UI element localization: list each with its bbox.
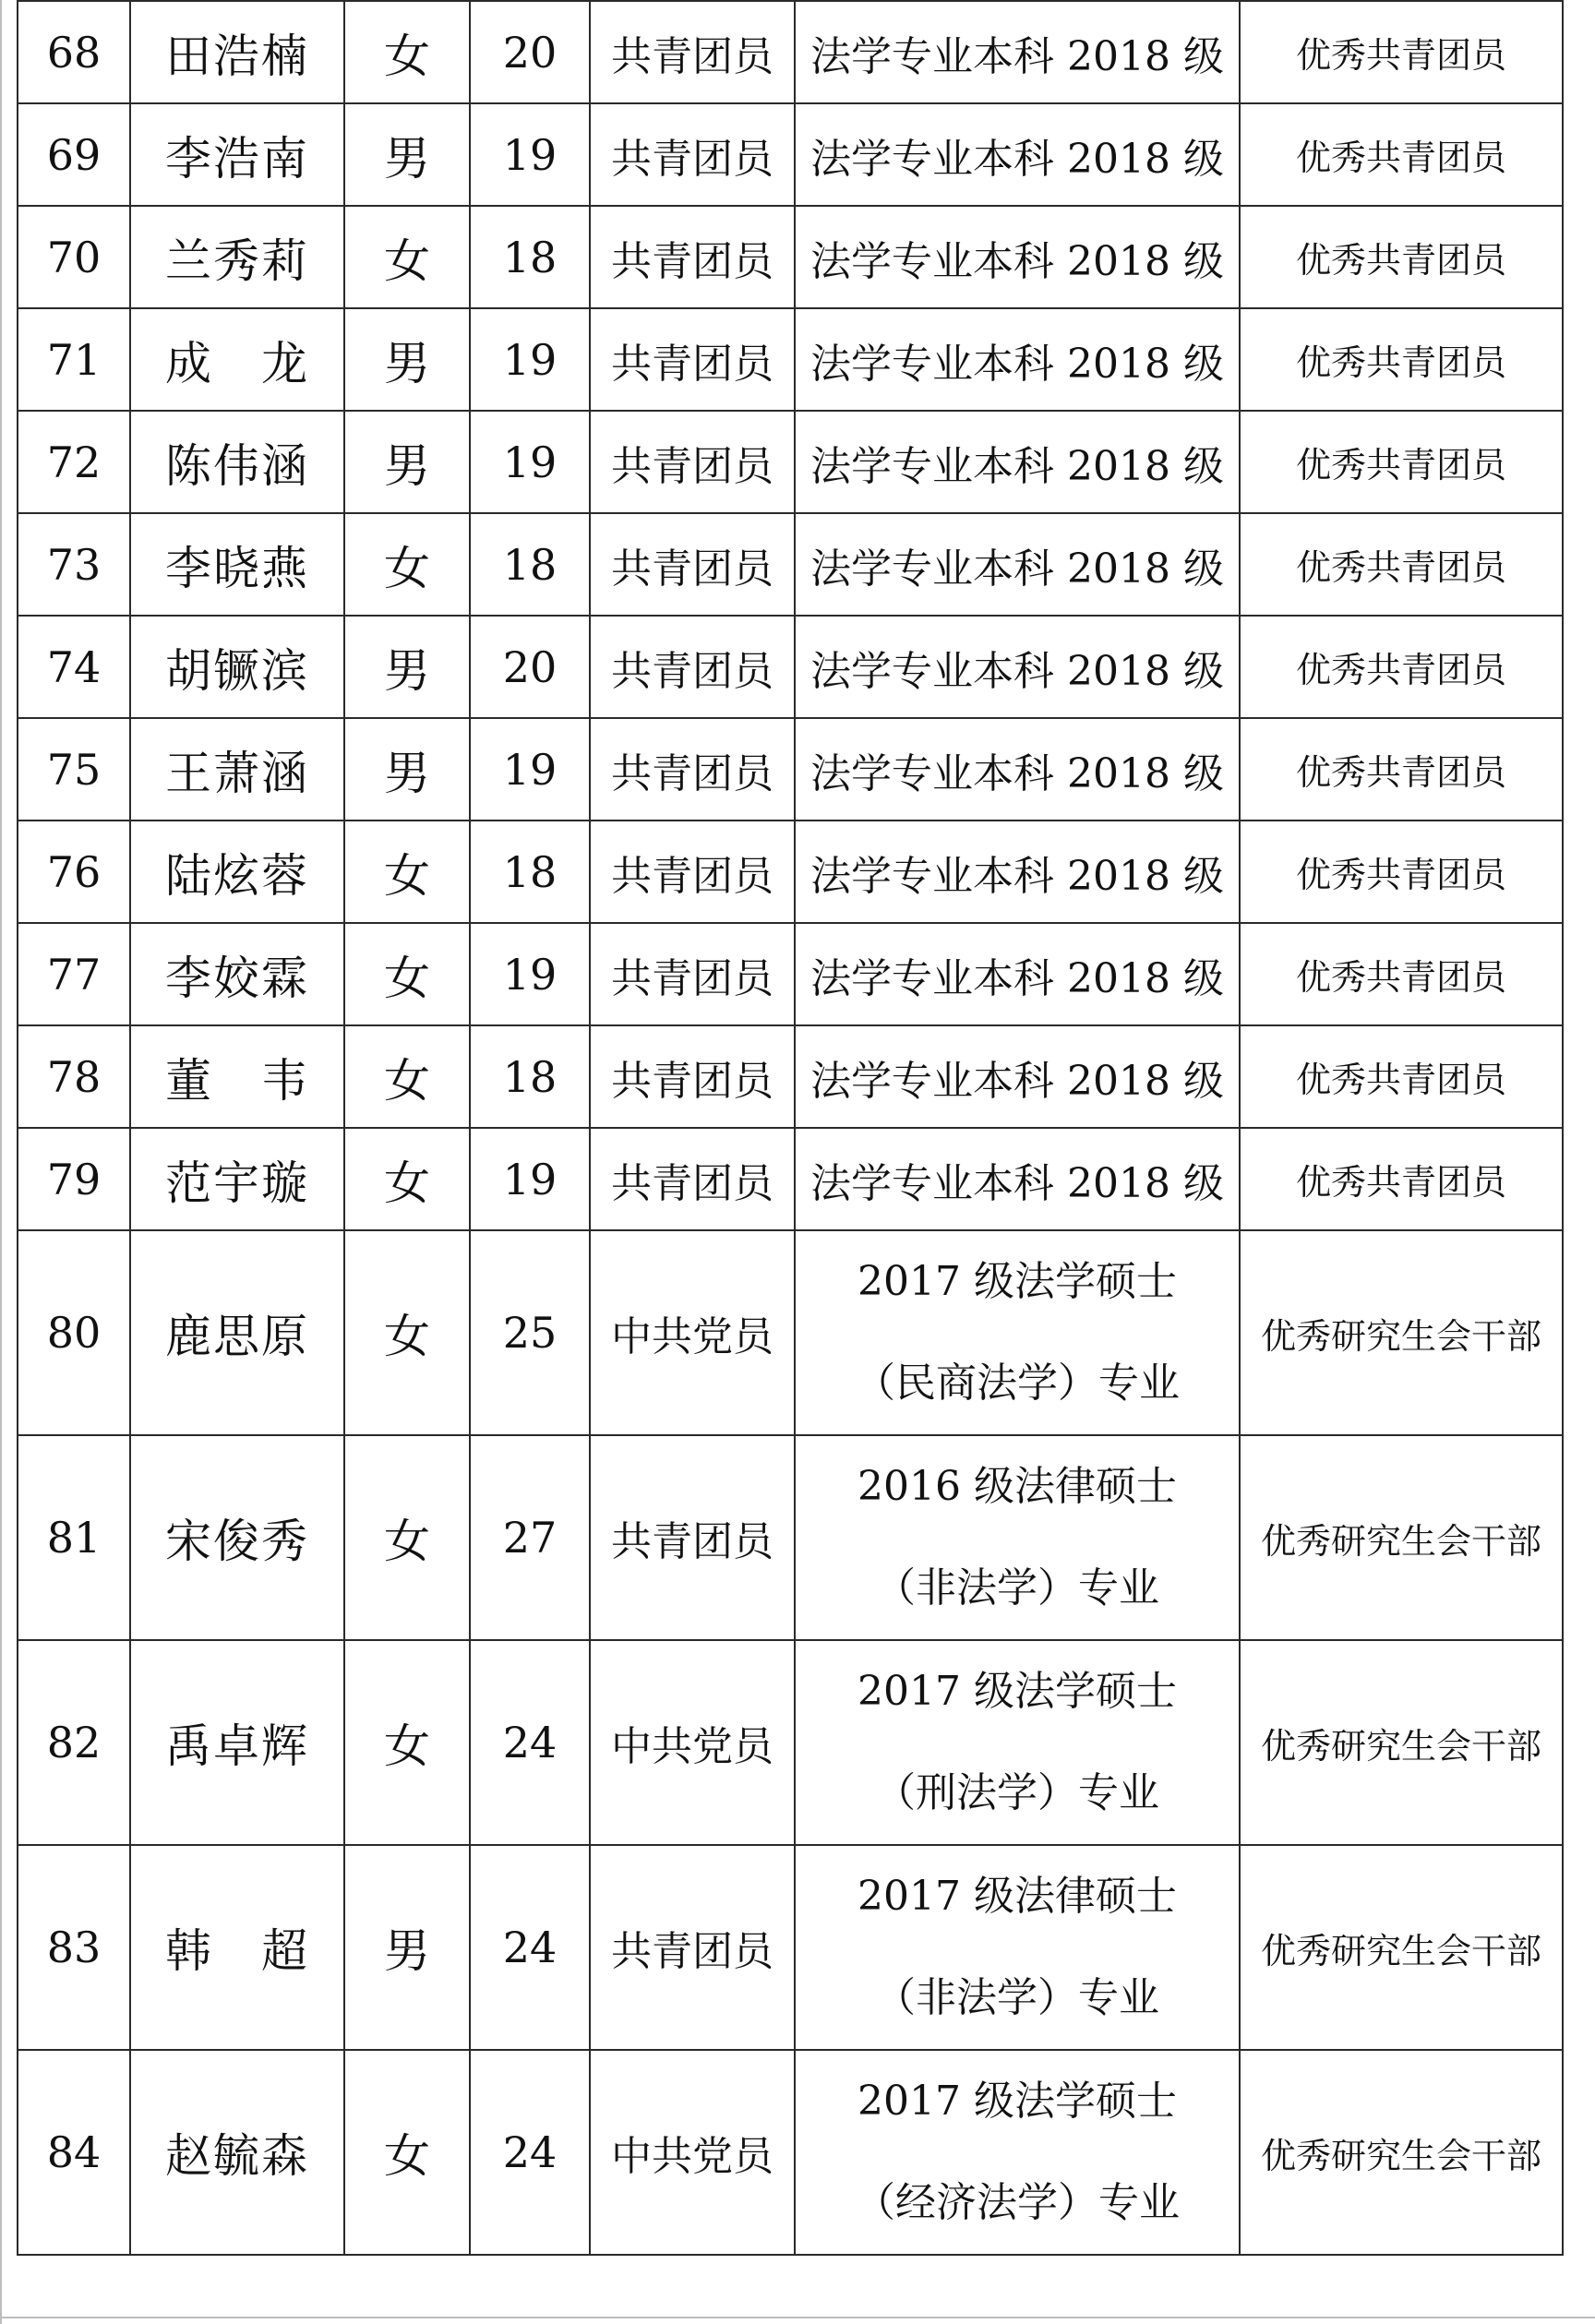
table-row: [18, 206, 1563, 308]
major-line-specialty: （非法学）专业: [875, 1564, 1159, 1611]
row-number: 84: [18, 2050, 130, 2255]
row-number: 76: [18, 821, 130, 923]
award-title: 优秀共青团员: [1240, 103, 1563, 206]
student-age: 20: [470, 616, 590, 718]
student-name: 李姣霖: [130, 923, 344, 1025]
award-title: 优秀共青团员: [1240, 513, 1563, 616]
row-number: 83: [18, 1845, 130, 2050]
student-sex: 女: [344, 2050, 470, 2255]
political-status: 共青团员: [590, 923, 795, 1025]
award-title: 优秀研究生会干部: [1240, 1640, 1563, 1845]
student-sex: 女: [344, 1230, 470, 1435]
student-age: 18: [470, 1025, 590, 1128]
student-sex: 男: [344, 616, 470, 718]
major-class: 法学专业本科 2018 级: [795, 1128, 1240, 1230]
row-number: 69: [18, 103, 130, 206]
student-name: 鹿思原: [130, 1230, 344, 1435]
row-number: 72: [18, 411, 130, 513]
award-title: 优秀共青团员: [1240, 616, 1563, 718]
student-sex: 女: [344, 923, 470, 1025]
student-age: 25: [470, 1230, 590, 1435]
student-sex: 男: [344, 103, 470, 206]
major-line-specialty: （经济法学）专业: [855, 2179, 1180, 2226]
table-row: [18, 2050, 1563, 2255]
student-sex: 女: [344, 1128, 470, 1230]
award-title: 优秀共青团员: [1240, 206, 1563, 308]
student-sex: 女: [344, 821, 470, 923]
student-age: 19: [470, 308, 590, 411]
major-line-degree: 2017 级法学硕士: [857, 1258, 1177, 1305]
student-age: 19: [470, 923, 590, 1025]
student-age: 20: [470, 1, 590, 103]
political-status: 共青团员: [590, 206, 795, 308]
major-class: 法学专业本科 2018 级: [795, 308, 1240, 411]
major-line-degree: 2017 级法律硕士: [857, 1873, 1177, 1920]
table-row: [18, 1640, 1563, 1845]
student-age: 24: [470, 2050, 590, 2255]
award-title: 优秀研究生会干部: [1240, 1230, 1563, 1435]
political-status: 共青团员: [590, 513, 795, 616]
political-status: 共青团员: [590, 103, 795, 206]
table-row: [18, 718, 1563, 821]
political-status: 共青团员: [590, 1435, 795, 1640]
table-row: [18, 308, 1563, 411]
political-status: 中共党员: [590, 1230, 795, 1435]
student-name: 宋俊秀: [130, 1435, 344, 1640]
major-class: [795, 1845, 1240, 2050]
row-number: 70: [18, 206, 130, 308]
award-title: 优秀共青团员: [1240, 821, 1563, 923]
student-age: 24: [470, 1640, 590, 1845]
row-number: 75: [18, 718, 130, 821]
row-number: 78: [18, 1025, 130, 1128]
political-status: 共青团员: [590, 1128, 795, 1230]
political-status: 共青团员: [590, 616, 795, 718]
student-age: 18: [470, 513, 590, 616]
student-sex: 女: [344, 1640, 470, 1845]
student-name: 成 龙: [130, 308, 344, 411]
row-number: 79: [18, 1128, 130, 1230]
major-class: 法学专业本科 2018 级: [795, 103, 1240, 206]
political-status: 共青团员: [590, 1025, 795, 1128]
student-name: 陆炫蓉: [130, 821, 344, 923]
award-title: 优秀共青团员: [1240, 308, 1563, 411]
award-title: 优秀研究生会干部: [1240, 1435, 1563, 1640]
political-status: 共青团员: [590, 1, 795, 103]
political-status: 中共党员: [590, 2050, 795, 2255]
student-name: 王萧涵: [130, 718, 344, 821]
table-row: [18, 616, 1563, 718]
award-title: 优秀研究生会干部: [1240, 2050, 1563, 2255]
table-row: [18, 103, 1563, 206]
student-age: 19: [470, 103, 590, 206]
student-sex: 男: [344, 411, 470, 513]
award-title: 优秀研究生会干部: [1240, 1845, 1563, 2050]
major-class: 法学专业本科 2018 级: [795, 616, 1240, 718]
table-row: [18, 1128, 1563, 1230]
major-class: [795, 2050, 1240, 2255]
table-row: [18, 821, 1563, 923]
political-status: 共青团员: [590, 1845, 795, 2050]
political-status: 共青团员: [590, 308, 795, 411]
student-name: 韩 超: [130, 1845, 344, 2050]
student-name: 李浩南: [130, 103, 344, 206]
row-number: 68: [18, 1, 130, 103]
major-line-degree: 2016 级法律硕士: [857, 1463, 1177, 1510]
student-age: 18: [470, 821, 590, 923]
row-number: 82: [18, 1640, 130, 1845]
page-edge-bottom: [0, 2317, 1595, 2318]
political-status: 共青团员: [590, 821, 795, 923]
row-number: 73: [18, 513, 130, 616]
student-name: 田浩楠: [130, 1, 344, 103]
student-sex: 男: [344, 308, 470, 411]
award-title: 优秀共青团员: [1240, 411, 1563, 513]
major-line-specialty: （刑法学）专业: [875, 1769, 1159, 1816]
major-line-degree: 2017 级法学硕士: [857, 1668, 1177, 1715]
row-number: 71: [18, 308, 130, 411]
row-number: 80: [18, 1230, 130, 1435]
student-name: 范宇璇: [130, 1128, 344, 1230]
major-class: 法学专业本科 2018 级: [795, 1, 1240, 103]
student-name: 赵毓森: [130, 2050, 344, 2255]
student-name: 陈伟涵: [130, 411, 344, 513]
student-age: 19: [470, 718, 590, 821]
award-roster-table: [17, 0, 1564, 2256]
student-sex: 女: [344, 513, 470, 616]
student-age: 19: [470, 411, 590, 513]
row-number: 81: [18, 1435, 130, 1640]
student-age: 27: [470, 1435, 590, 1640]
row-number: 74: [18, 616, 130, 718]
major-class: 法学专业本科 2018 级: [795, 1025, 1240, 1128]
table-row: [18, 513, 1563, 616]
table-row: [18, 923, 1563, 1025]
student-name: 李晓燕: [130, 513, 344, 616]
major-class: 法学专业本科 2018 级: [795, 718, 1240, 821]
major-class: [795, 1640, 1240, 1845]
major-class: 法学专业本科 2018 级: [795, 513, 1240, 616]
award-title: 优秀共青团员: [1240, 718, 1563, 821]
major-class: 法学专业本科 2018 级: [795, 411, 1240, 513]
major-class: 法学专业本科 2018 级: [795, 923, 1240, 1025]
table-row: [18, 1025, 1563, 1128]
major-line-specialty: （民商法学）专业: [855, 1360, 1180, 1407]
major-line-degree: 2017 级法学硕士: [857, 2078, 1177, 2125]
major-class: 法学专业本科 2018 级: [795, 821, 1240, 923]
student-sex: 男: [344, 718, 470, 821]
political-status: 中共党员: [590, 1640, 795, 1845]
student-sex: 女: [344, 1, 470, 103]
major-class: [795, 1435, 1240, 1640]
student-age: 24: [470, 1845, 590, 2050]
award-title: 优秀共青团员: [1240, 923, 1563, 1025]
award-title: 优秀共青团员: [1240, 1, 1563, 103]
table-row: [18, 1230, 1563, 1435]
student-sex: 男: [344, 1845, 470, 2050]
award-title: 优秀共青团员: [1240, 1025, 1563, 1128]
page-edge-left: [0, 0, 2, 2324]
political-status: 共青团员: [590, 718, 795, 821]
student-sex: 女: [344, 1025, 470, 1128]
row-number: 77: [18, 923, 130, 1025]
major-class: [795, 1230, 1240, 1435]
table-row: [18, 1435, 1563, 1640]
table-row: [18, 411, 1563, 513]
student-age: 19: [470, 1128, 590, 1230]
student-age: 18: [470, 206, 590, 308]
award-title: 优秀共青团员: [1240, 1128, 1563, 1230]
student-sex: 女: [344, 206, 470, 308]
student-sex: 女: [344, 1435, 470, 1640]
student-name: 兰秀莉: [130, 206, 344, 308]
student-name: 胡镢滨: [130, 616, 344, 718]
major-line-specialty: （非法学）专业: [875, 1974, 1159, 2021]
table-row: [18, 1845, 1563, 2050]
table-row: [18, 1, 1563, 103]
major-class: 法学专业本科 2018 级: [795, 206, 1240, 308]
political-status: 共青团员: [590, 411, 795, 513]
student-name: 董 韦: [130, 1025, 344, 1128]
student-name: 禹卓辉: [130, 1640, 344, 1845]
